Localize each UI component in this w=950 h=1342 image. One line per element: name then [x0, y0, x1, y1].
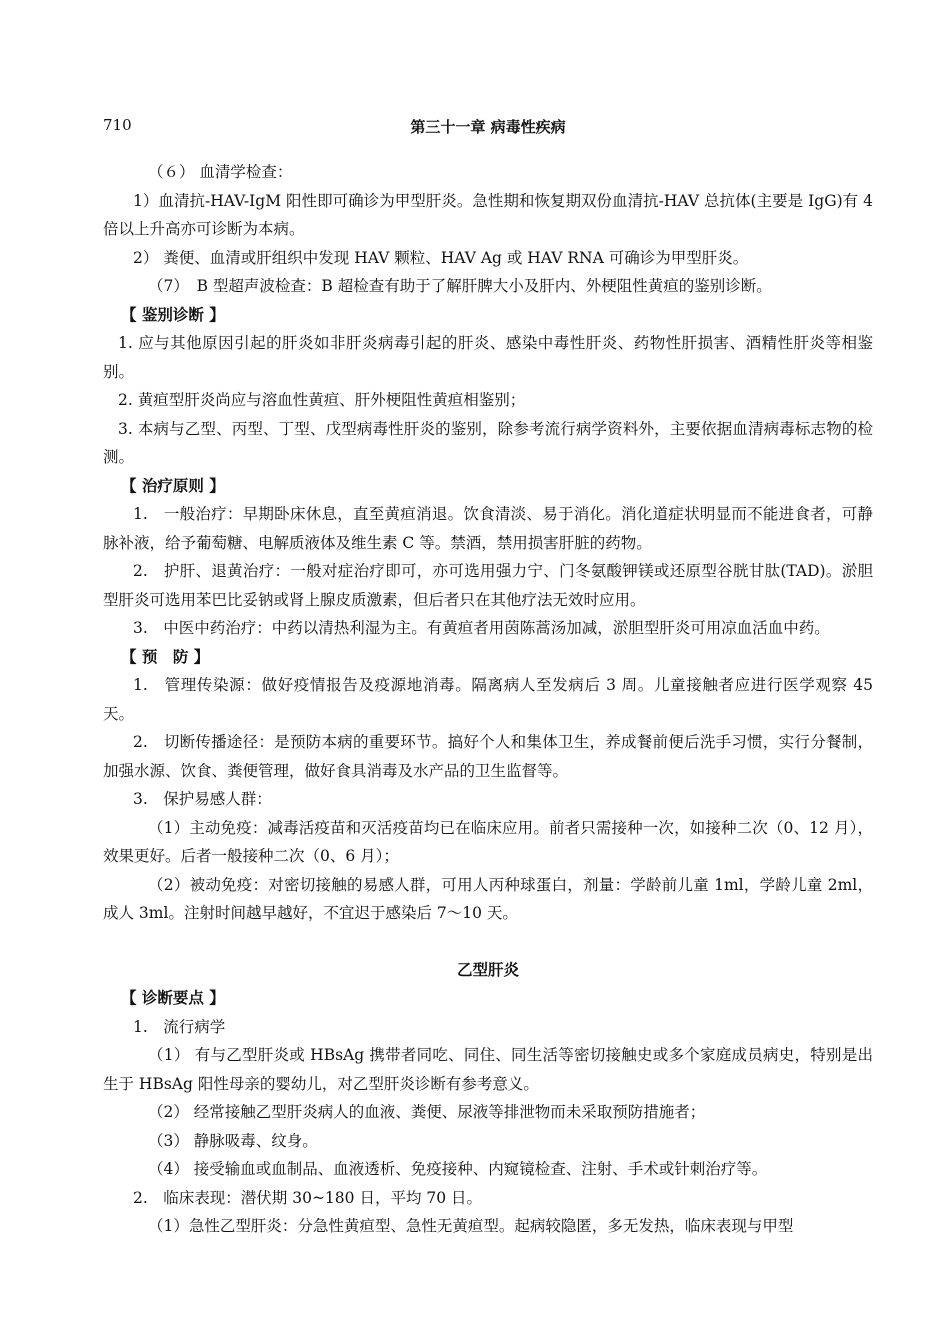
paragraph: （2） 经常接触乙型肝炎病人的血液、粪便、尿液等排泄物而未采取预防措施者； [148, 1103, 706, 1121]
paragraph: 2） 粪便、血清或肝组织中发现 HAV 颗粒、HAV Ag 或 HAV RNA 可确诊为甲型肝炎。 [133, 248, 749, 267]
subsection-title-hepatitis-b: 乙型肝炎 [456, 960, 519, 979]
page-header [103, 116, 873, 138]
chapter-title: 第三十一章 病毒性疾病 [410, 118, 566, 136]
paragraph: 2. 临床表现：潜伏期 30~180 日，平均 70 日。 [133, 1188, 483, 1207]
paragraph: 1. 应与其他原因引起的肝炎如非肝炎病毒引起的肝炎、感染中毒性肝炎、药物性肝损害、酒精性肝炎等相鉴别。 [103, 334, 873, 381]
section-heading-differential: 【 鉴别诊断 】 [121, 305, 225, 324]
paragraph: 2. 黄疸型肝炎尚应与溶血性黄疸、肝外梗阻性黄疸相鉴别； [118, 391, 526, 409]
section-heading-treatment: 【 治疗原则 】 [121, 476, 225, 495]
page-body [103, 158, 873, 1241]
section-heading-diagnosis: 【 诊断要点 】 [121, 989, 225, 1007]
paragraph: 2. 切断传播途径：是预防本病的重要环节。搞好个人和集体卫生，养成餐前便后洗手习惯，实行分餐制，加强水源、饮食、粪便管理，做好食具消毒及水产品的卫生监督等。 [103, 733, 873, 780]
paragraph: （2）被动免疫：对密切接触的易感人群，可用人丙种球蛋白，剂量：学龄前儿童 1ml，学龄儿童 2ml，成人 3ml。注射时间越早越好，不宜迟于感染后 7～10 天。 [103, 875, 873, 922]
paragraph: （7） B 型超声波检查：B 超检查有助于了解肝脾大小及肝内、外梗阻性黄疸的鉴别诊断。 [148, 277, 772, 295]
paragraph: （3） 静脉吸毒、纹身。 [148, 1131, 318, 1150]
paragraph: （1）主动免疫：减毒活疫苗和灭活疫苗均已在临床应用。前者只需接种一次，如接种二次（0、12 月），效果更好。后者一般接种二次（0、6 月）； [103, 818, 873, 865]
paragraph: 3. 保护易感人群： [133, 790, 272, 808]
paragraph: （６） 血清学检查： [148, 163, 293, 181]
paragraph: （4） 接受输血或血制品、血液透析、免疫接种、内窥镜检查、注射、手术或针刺治疗等。 [148, 1160, 768, 1178]
paragraph: 1. 管理传染源：做好疫情报告及疫源地消毒。隔离病人至发病后 3 周。儿童接触者应进行医学观察 45 天。 [103, 676, 873, 723]
paragraph: （1）急性乙型肝炎：分急性黄疸型、急性无黄疸型。起病较隐匿，多无发热，临床表现与甲型 [148, 1217, 794, 1235]
page-number: 710 [103, 116, 132, 134]
paragraph: 1. 流行病学 [133, 1017, 226, 1036]
section-heading-prevention: 【 预 防 】 [121, 647, 210, 666]
paragraph: 3. 中医中药治疗：中药以清热利湿为主。有黄疸者用茵陈蒿汤加减，淤胆型肝炎可用凉血活血中药。 [133, 619, 830, 637]
paragraph: 1. 一般治疗：早期卧床休息，直至黄疸消退。饮食清淡、易于消化。消化道症状明显而不能进食者，可静脉补液，给予葡萄糖、电解质液体及维生素 C 等。禁酒，禁用损害肝脏的药物。 [103, 505, 873, 552]
paragraph: 3. 本病与乙型、丙型、丁型、戊型病毒性肝炎的鉴别，除参考流行病学资料外，主要依据血清病毒标志物的检测。 [103, 419, 873, 466]
paragraph: 2. 护肝、退黄治疗：一般对症治疗即可，亦可选用强力宁、门冬氨酸钾镁或还原型谷胱甘肽(TAD)。淤胆型肝炎可选用苯巴比妥钠或肾上腺皮质激素，但后者只在其他疗法无效时应用。 [103, 562, 873, 609]
paragraph: 1）血清抗-HAV-IgM 阳性即可确诊为甲型肝炎。急性期和恢复期双份血清抗-HAV 总抗体(主要是 IgG)有 4 倍以上升高亦可诊断为本病。 [103, 191, 873, 238]
paragraph: （1） 有与乙型肝炎或 HBsAg 携带者同吃、同住、同生活等密切接触史或多个家庭成员病史，特别是出生于 HBsAg 阳性母亲的婴幼儿，对乙型肝炎诊断有参考意义。 [103, 1046, 873, 1093]
